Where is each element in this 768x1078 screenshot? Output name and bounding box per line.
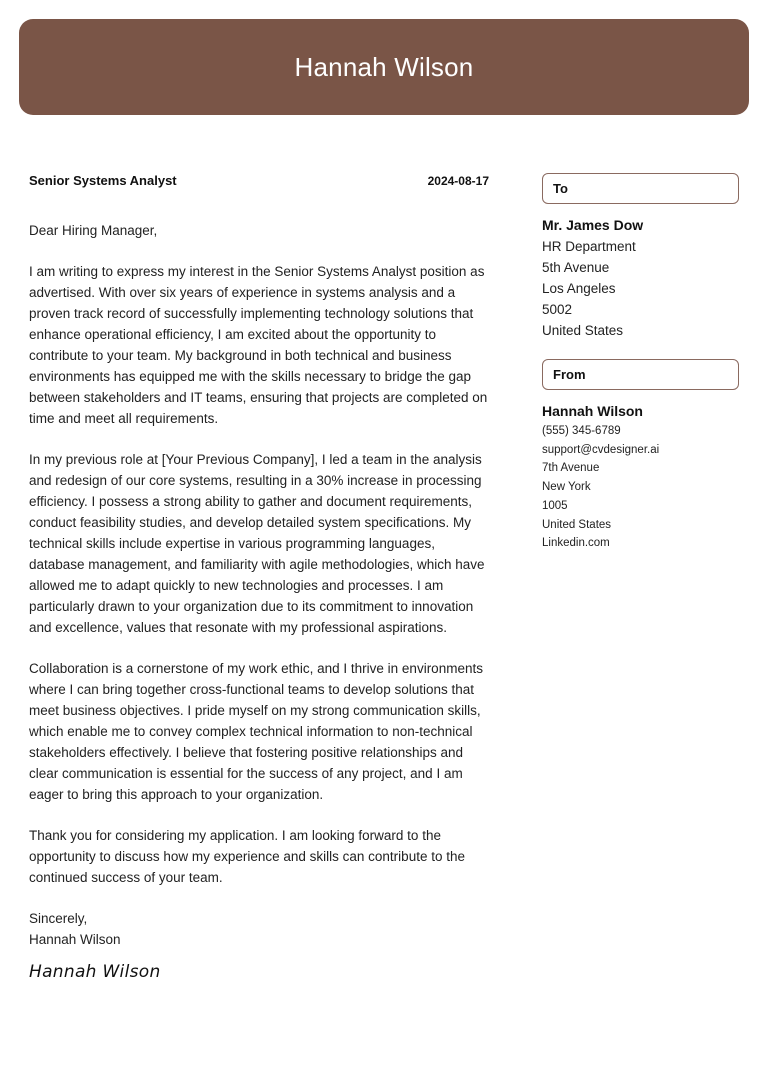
sender-city: New York: [542, 481, 591, 494]
recipient-block: [542, 214, 739, 341]
closing-name: Hannah Wilson: [29, 932, 121, 947]
address-sidebar: [542, 173, 739, 553]
paragraph-2: In my previous role at [Your Previous Company], I led a team in the analysis and redesign of our core systems, resulting in a 30% increase in processing efficiency. I possess a strong ability to gather and document requirements, conduct feasibility studies, and develop detailed system specifications. My technical skills include expertise in various programming languages, database management, and familiarity with agile methodologies, which have allowed me to adapt quickly to new technologies and processes. I am particularly drawn to your organization due to its commitment to innovation and excellence, values that resonate with my professional aspirations.: [29, 452, 485, 635]
closing-phrase: Sincerely,: [29, 911, 88, 926]
paragraph-4: Thank you for considering my application. I am looking forward to the opportunity to discuss how my experience and skills can contribute to the continued success of your team.: [29, 828, 465, 885]
paragraph-1: I am writing to express my interest in the Senior Systems Analyst position as advertised. With over six years of experience in systems analysis and a proven track record of successfully implementing technology solutions that enhance operational efficiency, I am excited about the opportunity to contribute to your team. My background in both technical and business environments has equipped me with the skills necessary to bridge the gap between stakeholders and IT teams, ensuring that projects are completed on time and meet all requirements.: [29, 264, 488, 426]
recipient-city: Los Angeles: [542, 281, 616, 296]
to-label: To: [553, 181, 568, 196]
to-label-box: [542, 173, 739, 204]
sender-zip: 1005: [542, 499, 568, 512]
signature: Hannah Wilson: [29, 962, 161, 982]
sender-phone[interactable]: (555) 345-6789: [542, 425, 621, 437]
recipient-street: 5th Avenue: [542, 260, 610, 275]
recipient-name: Mr. James Dow: [542, 217, 644, 233]
header-banner: [19, 19, 749, 115]
closing-block: [29, 908, 489, 950]
paragraph-3: Collaboration is a cornerstone of my work ethic, and I thrive in environments where I can bring together cross-functional teams to develop solutions that meet business objectives. I pride myself on my strong communication skills, which enable me to convey complex technical information to non-technical stakeholders effectively. I believe that fostering positive relationships and clear communication is essential for the success of any project, and I am eager to bring this approach to your organization.: [29, 661, 483, 802]
letter-title-row: [29, 173, 489, 188]
salutation: Dear Hiring Manager,: [29, 223, 158, 238]
recipient-zip: 5002: [542, 302, 573, 317]
sender-name: Hannah Wilson: [542, 403, 643, 419]
recipient-country: United States: [542, 323, 624, 338]
applicant-name: Hannah Wilson: [294, 51, 474, 82]
from-label-box: [542, 359, 739, 390]
letter-date: 2024-08-17: [427, 174, 489, 188]
sender-website-link[interactable]: Linkedin.com: [542, 537, 610, 550]
sender-country: United States: [542, 518, 612, 531]
recipient-department: HR Department: [542, 239, 636, 254]
sender-email[interactable]: support@cvdesigner.ai: [542, 443, 660, 456]
sender-street: 7th Avenue: [542, 462, 600, 475]
job-title: Senior Systems Analyst: [29, 173, 177, 188]
from-label: From: [553, 367, 586, 382]
sender-block: [542, 400, 739, 553]
letter-body: [29, 173, 489, 982]
